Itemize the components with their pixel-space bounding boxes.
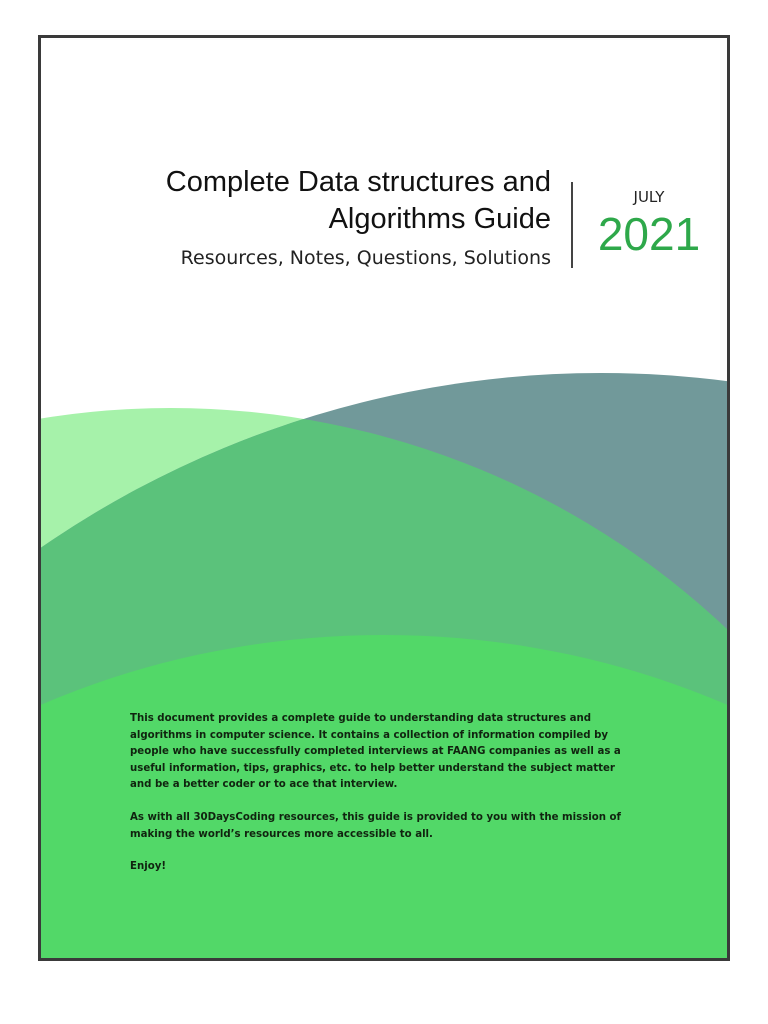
year-label: 2021 — [597, 208, 701, 260]
intro-paragraph-3: Enjoy! — [130, 861, 166, 873]
vertical-divider — [571, 182, 573, 268]
title-line-1: Complete Data structures and — [165, 166, 551, 198]
cover-page — [38, 35, 730, 961]
title-block — [61, 164, 551, 271]
intro-paragraph-1: This document provides a complete guide to understanding data structures and algorithms in computer science. It contains a collection of information compiled by people who have successfully completed interviews at FAANG companies as well as a useful information, tips, graphics, etc. to help better understand the subject matter and be a better coder or to ace that interview. — [130, 713, 621, 791]
subtitle: Resources, Notes, Questions, Solutions — [180, 247, 551, 269]
title-line-2: Algorithms Guide — [328, 203, 551, 235]
intro-text — [130, 711, 630, 892]
intro-paragraph-2: As with all 30DaysCoding resources, this guide is provided to you with the mission of making the world’s resources more accessible to all. — [130, 811, 621, 840]
month-label: JULY — [633, 188, 665, 206]
